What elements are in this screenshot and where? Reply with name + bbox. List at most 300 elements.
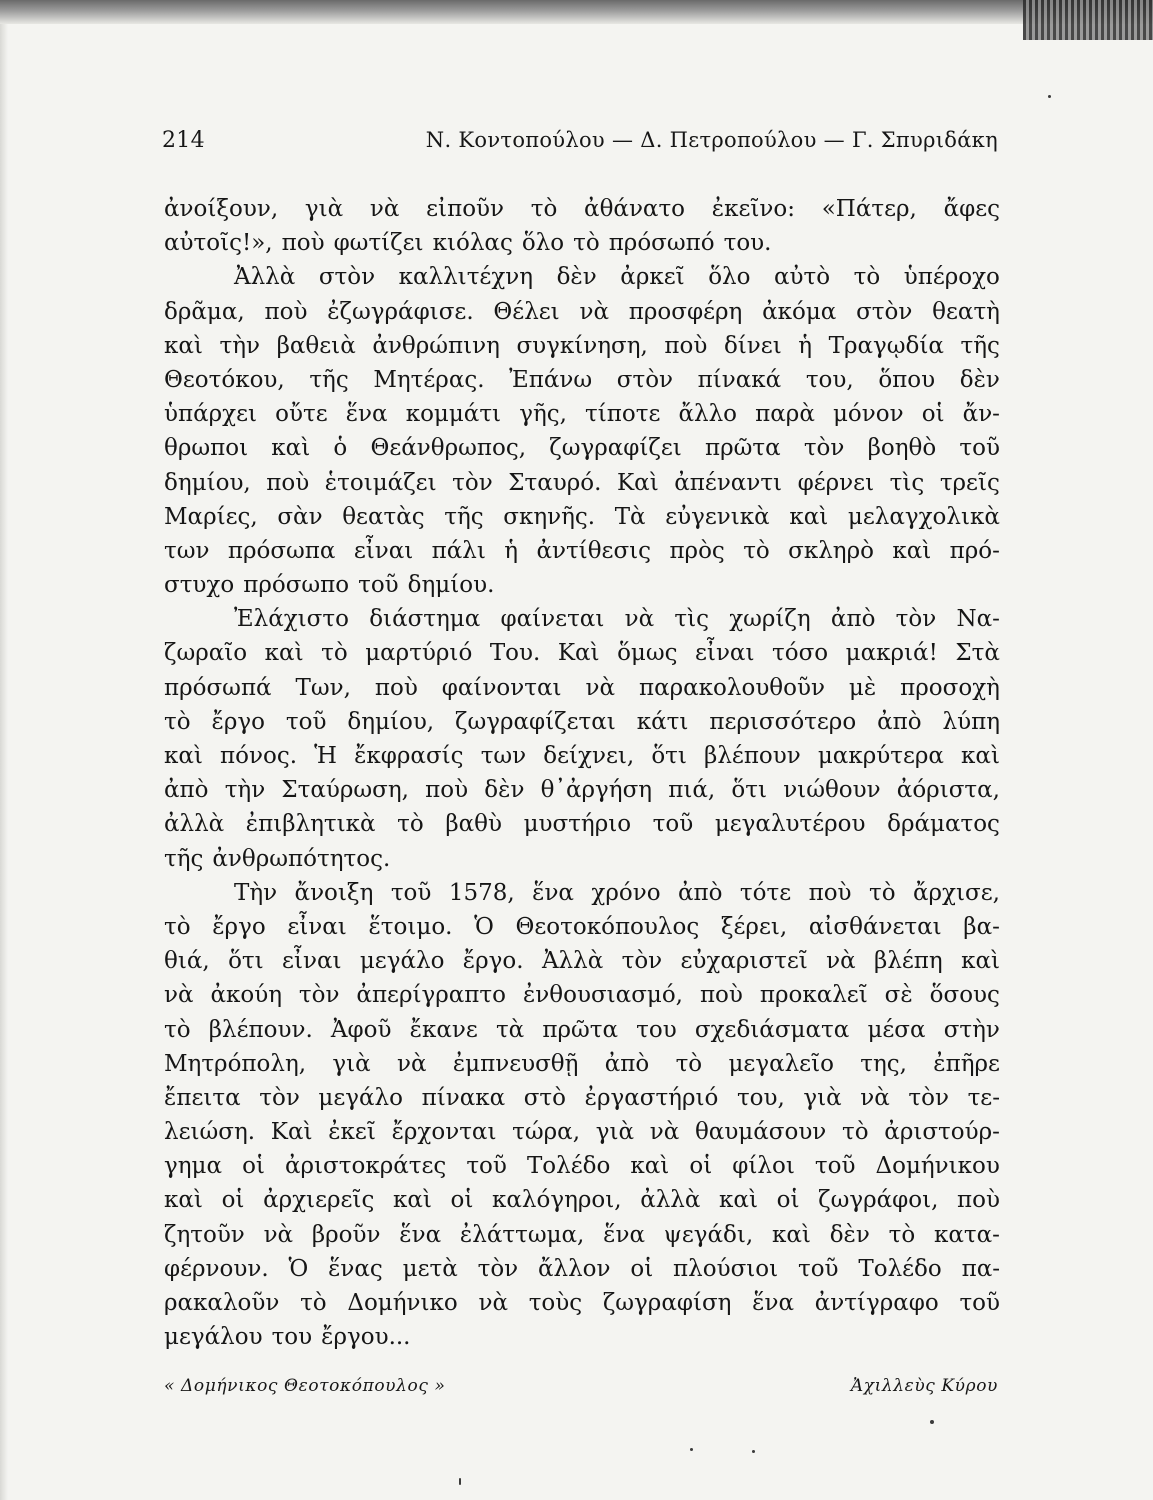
word: τοῦ	[797, 1255, 839, 1282]
word: ἀντίγραφο	[814, 1290, 939, 1316]
text-line	[164, 910, 1000, 944]
text-line	[164, 1286, 1000, 1320]
word: λύπη	[942, 708, 1000, 735]
scan-speck	[930, 1420, 934, 1424]
text-line	[164, 842, 1000, 876]
word: τὸ	[743, 537, 770, 564]
word: ἔργο.	[462, 948, 524, 975]
word: Θέλει	[493, 298, 560, 325]
word: ἔρχονται	[391, 1119, 497, 1146]
word: Μητρόπολη,	[164, 1050, 307, 1077]
word: τίποτε	[585, 401, 661, 428]
word: ἄλλον	[538, 1255, 611, 1282]
word: τὸν	[298, 982, 340, 1009]
word: νὰ	[478, 1290, 508, 1316]
word: δὲν	[484, 777, 525, 804]
word: Θεοτοκόπουλος	[515, 913, 700, 940]
word: ἀνοίξουν,	[164, 196, 279, 222]
word: Των,	[295, 674, 351, 701]
word: τὸ	[397, 811, 424, 838]
word: πρῶτα	[704, 435, 781, 462]
word: ἀρχιερεῖς	[263, 1187, 375, 1214]
text-line	[164, 1149, 1000, 1183]
word: Στὰ	[955, 640, 1000, 667]
word: ποὺ	[664, 332, 708, 359]
word: καλλιτέχνη	[398, 264, 534, 291]
word: ὅτι	[731, 777, 767, 804]
source-caption	[164, 1376, 998, 1396]
word: βροῦν	[311, 1221, 381, 1248]
word: φωτίζει	[333, 230, 424, 257]
word: οὔτε	[275, 401, 328, 428]
word: λειώση.	[164, 1119, 256, 1146]
word: ζωγραφίζεται	[455, 708, 616, 735]
word: νὰ	[624, 606, 655, 633]
word: θιά,	[164, 948, 210, 975]
word: καλόγηροι,	[492, 1187, 622, 1214]
word: μεγάλο	[318, 1084, 403, 1111]
word: Τολέδο	[858, 1255, 942, 1282]
word: γιὰ	[595, 1119, 635, 1146]
word: τοῦ	[959, 1290, 1000, 1316]
page-number: 214	[162, 128, 205, 153]
word: τὸ	[164, 708, 191, 735]
word: δὲν	[829, 1221, 870, 1248]
word: τόσο	[772, 640, 829, 667]
word: ὅλο	[708, 264, 751, 291]
word: τὸν	[908, 1084, 949, 1111]
word: ἔκανε	[409, 1016, 478, 1043]
word: ἀπὸ	[830, 606, 876, 633]
source-title: « Δομήνικος Θεοτοκόπουλος »	[164, 1376, 446, 1396]
word: ἐμπνευσθῇ	[452, 1050, 579, 1077]
word: ἀνθρώπινη	[372, 332, 500, 359]
text-line	[164, 1218, 1000, 1252]
word: Τραγῳδία	[828, 332, 944, 359]
word: καὶ	[961, 948, 1000, 975]
word: ὁ	[333, 435, 348, 462]
word: πρόσωπό	[608, 230, 715, 257]
word: ἑτοιμάζει	[324, 469, 437, 496]
text-line	[164, 1115, 1000, 1149]
word: τὸν	[895, 606, 937, 633]
scan-speck	[1048, 95, 1051, 98]
word: πρόσωπο	[243, 572, 350, 599]
text-line	[164, 568, 1000, 602]
word: Ὁ	[474, 913, 494, 940]
word: τοὺς	[528, 1290, 583, 1316]
word: τότε	[739, 879, 792, 906]
word: ἕνα	[752, 1290, 795, 1316]
text-line	[164, 636, 1000, 670]
word: κιόλας	[432, 230, 513, 257]
word: ἕνας	[328, 1255, 383, 1282]
word: γημα	[164, 1153, 223, 1180]
word: θρωποι	[164, 435, 249, 462]
word: ἐνθουσιασμό,	[522, 982, 683, 1009]
page-left-shadow	[0, 24, 8, 1500]
word: πρὸς	[669, 537, 725, 564]
text-line	[164, 500, 1000, 534]
word: θ᾽ἀργήση	[540, 777, 653, 804]
word: ψεγάδι,	[663, 1221, 754, 1248]
page-top-edge	[0, 0, 1153, 24]
word: ἐπῆρε	[933, 1050, 1000, 1077]
word: αὐτοῖς!»,	[164, 230, 273, 257]
word: τὸ	[853, 264, 881, 291]
word: διάστημα	[369, 606, 481, 633]
word: Ἀφοῦ	[330, 1016, 392, 1043]
word: τὸ	[842, 1119, 869, 1146]
text-line	[164, 1183, 1000, 1217]
word: Καὶ	[270, 1119, 313, 1146]
text-line	[164, 1252, 1000, 1286]
word: ἔργο	[211, 708, 265, 735]
scan-speck	[690, 1448, 693, 1451]
word: κομμάτι	[405, 401, 502, 428]
word: ὅπου	[878, 366, 936, 393]
word: Δομήνικου	[875, 1153, 1000, 1180]
word: τὶς	[889, 469, 925, 496]
word: ξέρει,	[720, 913, 788, 940]
word: ποὺ	[374, 674, 418, 701]
word: δημίου,	[164, 469, 251, 496]
word: μεγάλου	[164, 1324, 263, 1351]
text-line	[164, 978, 1000, 1012]
text-line	[164, 295, 1000, 329]
word: Ἐλάχιστο	[234, 606, 349, 633]
text-line	[164, 397, 1000, 431]
word: των	[164, 537, 210, 564]
word: τοῦ	[652, 811, 694, 838]
word: τοῦ	[358, 572, 399, 599]
word: καὶ	[264, 640, 304, 667]
word: κατα-	[934, 1221, 1000, 1248]
word: του	[636, 1016, 677, 1043]
word: ἡ	[798, 332, 813, 359]
word: της,	[860, 1050, 907, 1077]
word: τὸ	[675, 1050, 703, 1077]
word: ἀθάνατο	[584, 196, 686, 222]
word: ἀπὸ	[164, 777, 209, 804]
word: νὰ	[585, 674, 616, 701]
word: 1578,	[448, 879, 515, 906]
text-line	[164, 534, 1000, 568]
word: δείχνει,	[543, 743, 635, 769]
text-line	[164, 671, 1000, 705]
word: ἄνοιξη	[294, 879, 374, 906]
word: εὐχαριστεῖ	[680, 948, 808, 975]
word: μὲ	[848, 674, 877, 701]
word: πιά,	[668, 777, 716, 804]
word: καὶ	[789, 503, 829, 530]
running-head-authors: Ν. Κοντοπούλου — Δ. Πετροπούλου — Γ. Σπυριδάκη	[425, 128, 998, 152]
scan-speck	[752, 1450, 755, 1453]
word: ἕνα	[603, 1221, 646, 1248]
word: τὶς	[674, 606, 709, 633]
word: σχεδιάσματα	[694, 1016, 850, 1043]
word: δράματος	[887, 811, 1000, 838]
word: ἀόριστα,	[896, 777, 1000, 804]
word: μεγάλο	[359, 948, 445, 975]
text-line	[164, 876, 1000, 910]
word: συγκίνηση,	[516, 332, 648, 359]
word: πα-	[961, 1255, 1000, 1282]
word: νὰ	[164, 982, 194, 1009]
word: ὅμως	[617, 640, 678, 667]
word: τὸ	[573, 230, 600, 257]
word: πρῶτα	[542, 1016, 619, 1043]
word: προσφέρη	[628, 298, 743, 325]
word: ἀρκεῖ	[620, 264, 685, 291]
word: μελαγχολικὰ	[847, 503, 1000, 530]
word: στὸ	[523, 1084, 567, 1111]
word: Μαρίες,	[164, 503, 258, 530]
word: πρό-	[949, 537, 1000, 564]
word: ἀπέναντι	[674, 469, 783, 496]
word: πίνακά	[697, 366, 782, 393]
word: βα-	[963, 913, 1000, 940]
word: θεατὴ	[932, 298, 1000, 325]
text-line	[164, 192, 1000, 226]
word: Σταύρωση,	[281, 777, 409, 804]
word: ποὺ	[425, 777, 469, 804]
word: καὶ	[164, 332, 203, 359]
word: αὐτὸ	[774, 264, 831, 291]
word: ἀνθρωπότητος.	[212, 845, 391, 872]
word: δὲν	[959, 366, 1000, 393]
word: βαθειὰ	[276, 332, 356, 359]
word: του,	[805, 366, 854, 393]
word: ἀλλὰ	[164, 811, 225, 838]
word: τῆς	[444, 503, 484, 530]
word: ζωγραφίζει	[549, 435, 682, 462]
word: στὸν	[856, 298, 913, 325]
word: τὸν	[477, 1255, 519, 1282]
word: τῆς	[960, 332, 1000, 359]
word: τὸ	[300, 1290, 327, 1316]
word: τὸ	[164, 1016, 191, 1043]
word: ἀντίθεσις	[536, 537, 652, 564]
word: φίλοι	[732, 1153, 795, 1180]
text-line	[164, 944, 1000, 978]
word: μόνον	[832, 401, 904, 428]
word: βλέπουν	[704, 743, 801, 769]
word: Τὰ	[614, 503, 646, 530]
running-head	[162, 128, 998, 162]
text-line	[164, 1081, 1000, 1115]
word: τῆς	[164, 845, 204, 872]
word: πάλι	[431, 537, 486, 564]
word: οἱ	[689, 1153, 713, 1180]
word: δημίου,	[347, 708, 435, 735]
word: καὶ	[771, 1221, 811, 1248]
word: ἀπὸ	[677, 879, 723, 906]
word: εἶναι	[695, 640, 755, 667]
body-text	[164, 192, 1000, 1354]
word: φαίνονται	[441, 674, 562, 701]
word: ὅτι	[651, 743, 687, 769]
word: ἐζωγράφισε.	[327, 298, 474, 325]
word: νὰ	[649, 1119, 680, 1146]
word: Θεάνθρωπος,	[370, 435, 527, 462]
word: κάτι	[636, 708, 689, 735]
word: «Πάτερ,	[821, 196, 917, 222]
word: καὶ	[164, 743, 203, 769]
word: παρὰ	[755, 401, 815, 428]
word: Δομήνικο	[347, 1290, 458, 1316]
word: νὰ	[396, 1050, 427, 1077]
word: ἀπὸ	[877, 708, 922, 735]
word: οἱ	[450, 1187, 474, 1214]
word: εὐγενικὰ	[665, 503, 770, 530]
word: πίνακα	[421, 1084, 506, 1111]
text-line	[164, 602, 1000, 636]
word: Μητέρας.	[373, 366, 485, 393]
word: γῆς,	[519, 401, 567, 428]
word: ὅτι	[228, 948, 264, 975]
word: καὶ	[164, 1187, 203, 1214]
word: σὰν	[277, 503, 323, 530]
word: οἱ	[221, 1187, 245, 1214]
word: βοηθὸ	[867, 435, 937, 462]
word: νὰ	[579, 298, 610, 325]
word: Σταυρό.	[508, 469, 602, 496]
word: αἰσθάνεται	[808, 913, 942, 940]
word: δρᾶμα,	[164, 298, 245, 325]
word: ἔκφρασίς	[354, 743, 464, 769]
word: ποὺ	[957, 1187, 1000, 1214]
word: τὸν	[452, 469, 493, 496]
word: νὰ	[860, 1084, 890, 1111]
word: του.	[723, 230, 772, 257]
word: ζωραῖο	[164, 640, 248, 667]
word: Του.	[489, 640, 541, 667]
word: οἱ	[776, 1187, 800, 1214]
word: ἀριστούρ-	[884, 1119, 1000, 1146]
word: ἔπειτα	[164, 1084, 241, 1111]
word: μαρτύριό	[365, 640, 473, 667]
word: βαθὺ	[445, 811, 502, 838]
word: οἱ	[242, 1153, 265, 1180]
word: καὶ	[392, 1187, 432, 1214]
word: πλούσιοι	[673, 1255, 779, 1282]
word: σκηνῆς.	[503, 503, 596, 530]
word: πρόσωπά	[164, 674, 272, 701]
word: ὑπάρχει	[164, 401, 258, 428]
word: μετὰ	[402, 1255, 458, 1282]
word: ἐλάττωμα,	[459, 1221, 585, 1248]
word: ζωγράφοι,	[818, 1187, 939, 1214]
text-line	[164, 807, 1000, 841]
word: οἱ	[921, 401, 945, 428]
word: ἐπιβλητικὰ	[245, 811, 376, 838]
text-line	[164, 226, 1000, 260]
word: τὸ	[888, 1221, 916, 1248]
word: ἀκούη	[210, 982, 282, 1009]
word: νιώθουν	[783, 777, 881, 804]
word: Θεοτόκου,	[164, 366, 285, 393]
word: ἄν-	[962, 401, 1000, 428]
word: μυστήριο	[523, 811, 632, 838]
word: ἄφες	[943, 196, 1000, 222]
word: Τὴν	[234, 879, 278, 906]
word: τοῦ	[390, 879, 432, 906]
word: βλέπη	[874, 948, 943, 975]
text-line	[164, 329, 1000, 363]
word: ἐργαστήριό	[584, 1084, 719, 1111]
word: εἶναι	[353, 537, 414, 564]
word: στυχο	[164, 572, 235, 599]
word: ἀπὸ	[604, 1050, 650, 1077]
word: φέρνει	[797, 469, 875, 496]
word: ὅσους	[929, 982, 1000, 1009]
word: δίνει	[723, 332, 782, 359]
word: Να-	[956, 606, 1000, 633]
word: σκληρὸ	[788, 537, 874, 564]
word: παρακολουθοῦν	[638, 674, 825, 701]
word: ἕτοιμο.	[368, 913, 453, 940]
word: ποὺ	[808, 879, 852, 906]
word: φαίνεται	[500, 606, 605, 633]
word: τοῦ	[285, 708, 327, 735]
word: μεγαλεῖο	[728, 1050, 834, 1077]
text-line	[164, 1047, 1000, 1081]
word: ποὺ	[264, 298, 308, 325]
word: στὴν	[943, 1016, 1000, 1043]
word: ἀλλὰ	[640, 1187, 701, 1214]
word: καὶ	[892, 537, 932, 564]
word: τὸ	[868, 879, 896, 906]
source-author: Ἀχιλλεὺς Κύρου	[850, 1376, 998, 1396]
word: τοῦ	[814, 1153, 856, 1180]
word: τὸν	[621, 948, 663, 975]
word: τρεῖς	[939, 469, 1000, 496]
word: μεγαλυτέρου	[714, 811, 866, 838]
word: τοῦ	[959, 435, 1000, 462]
text-line	[164, 260, 1000, 294]
word: Τολέδο	[526, 1153, 611, 1180]
word: οἱ	[630, 1255, 654, 1282]
word: καὶ	[271, 435, 311, 462]
scan-speck	[459, 1478, 461, 1485]
word: ἕνα	[399, 1221, 442, 1248]
word: χρόνο	[591, 879, 661, 906]
word: καὶ	[630, 1153, 670, 1180]
word: τὴν	[219, 332, 261, 359]
text-line	[164, 705, 1000, 739]
word: του	[271, 1324, 313, 1351]
word: Ἐπάνω	[509, 366, 593, 393]
word: πρόσωπα	[227, 537, 336, 564]
word: τε-	[967, 1084, 1000, 1111]
word: τὸ	[321, 640, 348, 667]
text-line	[164, 739, 1000, 773]
word: ἀκόμα	[762, 298, 837, 325]
word: Ὁ	[288, 1255, 309, 1282]
word: δημίου.	[407, 572, 495, 599]
word: γιὰ	[304, 196, 344, 222]
word: ἄλλο	[678, 401, 738, 428]
word: ζωγραφίση	[602, 1290, 732, 1316]
text-line	[164, 466, 1000, 500]
word: τὸν	[259, 1084, 300, 1111]
word: εἶναι	[287, 913, 347, 940]
word: ἀριστοκράτες	[284, 1153, 447, 1180]
word: φέρνουν.	[164, 1255, 269, 1282]
word: τοῦ	[466, 1153, 507, 1180]
word: ποὺ	[699, 982, 743, 1009]
